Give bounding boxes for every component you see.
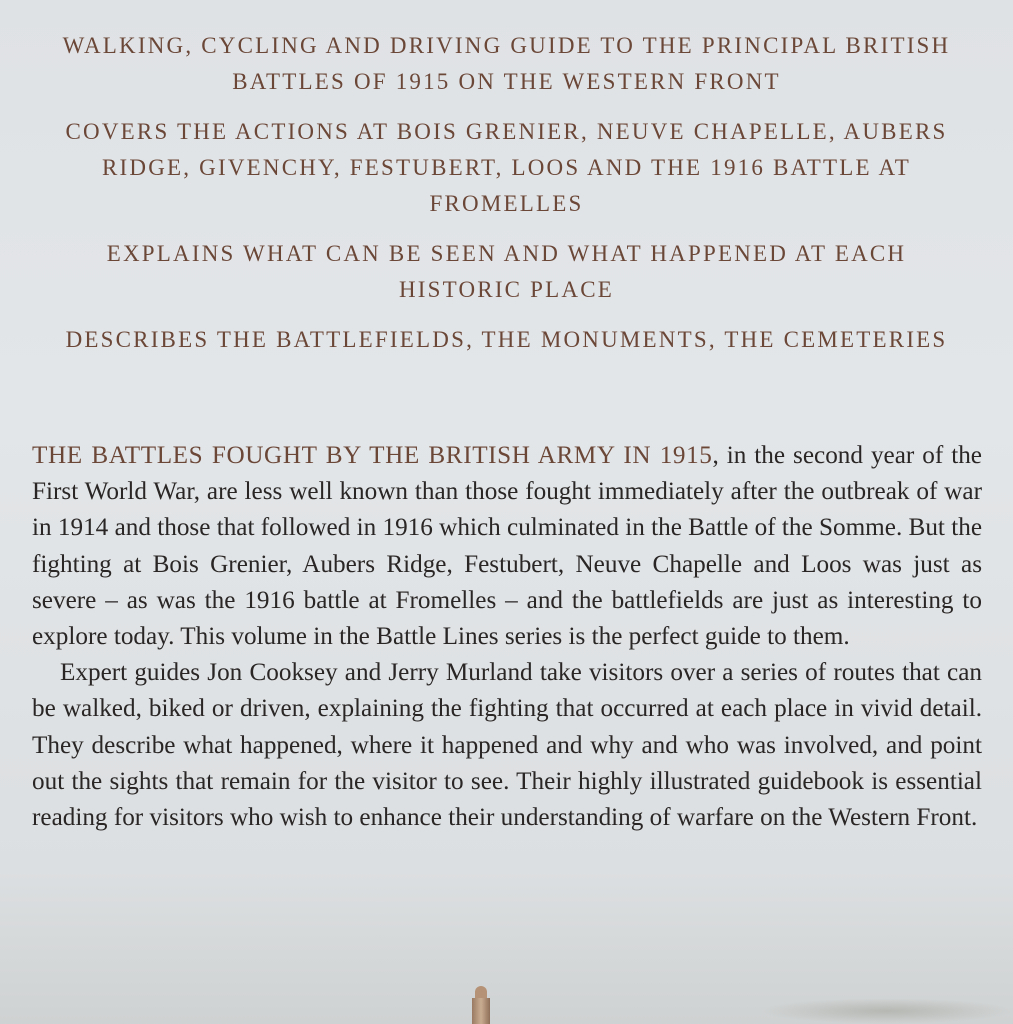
feature-describes-sites: DESCRIBES THE BATTLEFIELDS, THE MONUMENTS, THE CEMETERIES: [65, 327, 948, 352]
feature-explains-places: EXPLAINS WHAT CAN BE SEEN AND WHAT HAPPENED AT EACH HISTORIC PLACE: [106, 241, 907, 302]
tree-haze-image: [760, 998, 1013, 1024]
feature-list: [0, 28, 1013, 372]
feature-guide-scope: WALKING, CYCLING AND DRIVING GUIDE TO THE PRINCIPAL BRITISH BATTLES OF 1915 ON THE WESTERN FRONT: [62, 33, 951, 94]
blurb-lead-in: THE BATTLES FOUGHT BY THE BRITISH ARMY IN 1915: [32, 442, 713, 469]
feature-actions-covered: COVERS THE ACTIONS AT BOIS GRENIER, NEUVE CHAPELLE, AUBERS RIDGE, GIVENCHY, FESTUBERT, LOOS AND THE 1916 BATTLE AT FROMELLES: [65, 119, 948, 216]
book-blurb: [32, 438, 982, 836]
spire-shaft: [472, 998, 490, 1024]
blurb-paragraph-1-text: , in the second year of the First World War, are less well known than those fought immediately after the outbreak of war in 1914 and those that followed in 1916 which culminated in the Battle of the Somme. But the fighting at Bois Grenier, Aubers Ridge, Festubert, Neuve Chapelle and Loos was just as severe – as was the 1916 battle at Fromelles – and the battlefields are just as interesting to explore today. This volume in the Battle Lines series is the perfect guide to them.: [32, 442, 982, 651]
blurb-paragraph-2: Expert guides Jon Cooksey and Jerry Murland take visitors over a series of routes that can be walked, biked or driven, explaining the fighting that occurred at each place in vivid detail. They describe what happened, where it happened and why and who was involved, and point out the sights that remain for the visitor to see. Their highly illustrated guidebook is essential reading for visitors who wish to enhance their understanding of warfare on the Western Front.: [32, 659, 982, 832]
blurb-paragraph-1: [32, 438, 982, 655]
monument-spire-image: [468, 986, 494, 1024]
